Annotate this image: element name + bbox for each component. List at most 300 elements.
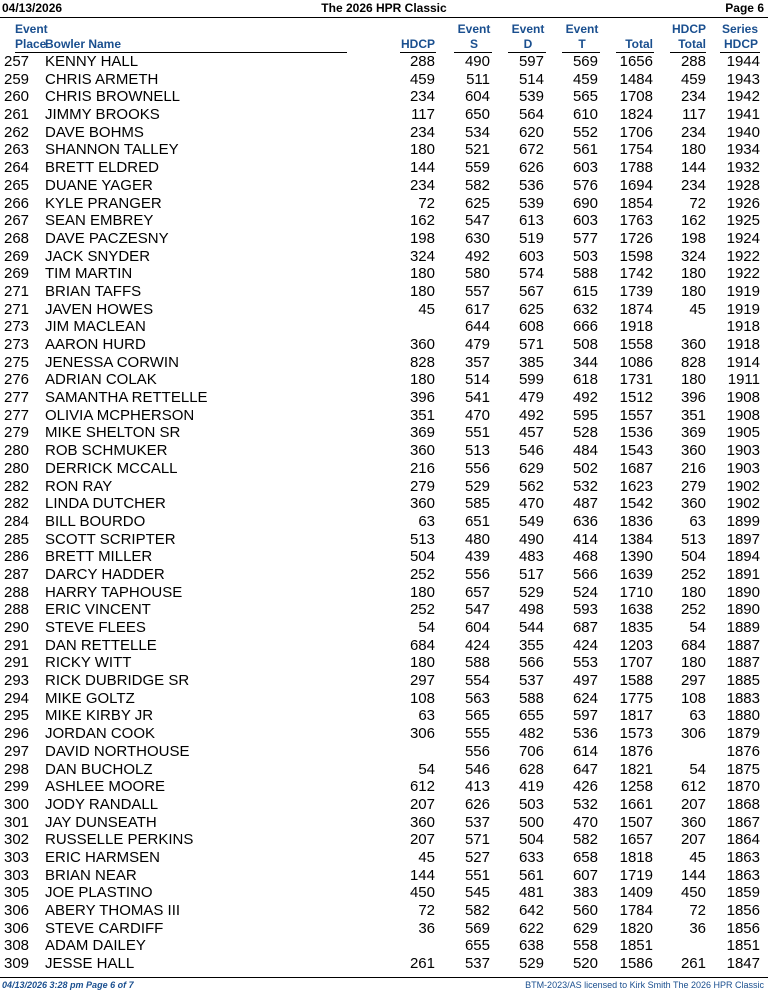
col-event-t-top: Event <box>565 22 599 36</box>
table-row <box>0 318 768 336</box>
cell-series-hdcp: 1867 <box>726 813 760 831</box>
col-event-s-top: Event <box>457 22 491 36</box>
cell-place: 293 <box>4 672 30 690</box>
cell-total: 1726 <box>619 229 653 247</box>
cell-place: 273 <box>4 318 30 336</box>
cell-bowler-name: BRIAN TAFFS <box>45 282 142 300</box>
cell-event-d: 622 <box>518 919 544 937</box>
cell-event-d: 482 <box>518 725 544 743</box>
cell-event-t: 690 <box>572 194 598 212</box>
cell-bowler-name: BRETT ELDRED <box>45 159 159 177</box>
cell-series-hdcp: 1851 <box>726 937 760 955</box>
cell-place: 285 <box>4 530 30 548</box>
cell-place: 269 <box>4 247 30 265</box>
cell-bowler-name: DAN BUCHOLZ <box>45 760 153 778</box>
cell-event-d: 536 <box>518 176 544 194</box>
cell-event-d: 567 <box>518 282 544 300</box>
cell-bowler-name: DAVID NORTHOUSE <box>45 742 190 760</box>
cell-hdcp-total: 360 <box>680 495 706 513</box>
cell-hdcp-total: 252 <box>680 601 706 619</box>
cell-event-d: 483 <box>518 548 544 566</box>
cell-series-hdcp: 1887 <box>726 654 760 672</box>
cell-event-d: 603 <box>518 247 544 265</box>
cell-event-t: 528 <box>572 424 598 442</box>
cell-place: 302 <box>4 831 30 849</box>
cell-series-hdcp: 1940 <box>726 123 760 141</box>
cell-hdcp-total: 162 <box>680 212 706 230</box>
cell-hdcp: 684 <box>409 636 435 654</box>
table-row <box>0 354 768 372</box>
cell-event-d: 503 <box>518 795 544 813</box>
cell-hdcp-total: 234 <box>680 88 706 106</box>
cell-place: 276 <box>4 371 30 389</box>
cell-event-d: 625 <box>518 300 544 318</box>
cell-event-t: 561 <box>572 141 598 159</box>
cell-event-t: 503 <box>572 247 598 265</box>
cell-event-d: 517 <box>518 565 544 583</box>
table-row <box>0 336 768 354</box>
cell-hdcp: 306 <box>409 725 435 743</box>
cell-place: 277 <box>4 406 30 424</box>
cell-series-hdcp: 1899 <box>726 512 760 530</box>
table-row <box>0 301 768 319</box>
cell-place: 295 <box>4 707 30 725</box>
cell-hdcp-total: 684 <box>680 636 706 654</box>
cell-event-t: 424 <box>572 636 598 654</box>
cell-place: 291 <box>4 636 30 654</box>
cell-bowler-name: OLIVIA MCPHERSON <box>45 406 195 424</box>
cell-series-hdcp: 1870 <box>726 778 760 796</box>
cell-event-s: 537 <box>464 813 490 831</box>
cell-total: 1818 <box>619 848 653 866</box>
cell-series-hdcp: 1914 <box>726 353 760 371</box>
cell-total: 1507 <box>619 813 653 831</box>
cell-series-hdcp: 1919 <box>726 300 760 318</box>
cell-bowler-name: SCOTT SCRIPTER <box>45 530 176 548</box>
cell-bowler-name: ASHLEE MOORE <box>45 778 166 796</box>
cell-place: 269 <box>4 265 30 283</box>
cell-event-s: 626 <box>464 795 490 813</box>
cell-event-s: 556 <box>464 742 490 760</box>
cell-event-t: 576 <box>572 176 598 194</box>
cell-event-t: 532 <box>572 795 598 813</box>
cell-hdcp-total: 180 <box>680 141 706 159</box>
cell-bowler-name: DUANE YAGER <box>45 176 153 194</box>
cell-series-hdcp: 1905 <box>726 424 760 442</box>
table-row <box>0 937 768 955</box>
table-row <box>0 177 768 195</box>
cell-event-t: 560 <box>572 902 598 919</box>
cell-hdcp: 63 <box>418 707 435 725</box>
cell-event-d: 628 <box>518 760 544 778</box>
cell-hdcp-total: 261 <box>680 955 706 973</box>
cell-bowler-name: ADRIAN COLAK <box>45 371 157 389</box>
cell-event-d: 546 <box>518 442 544 460</box>
table-row <box>0 584 768 602</box>
cell-event-d: 633 <box>518 848 544 866</box>
standings-table <box>0 53 768 973</box>
cell-bowler-name: RICKY WITT <box>45 654 132 672</box>
cell-series-hdcp: 1926 <box>726 194 760 212</box>
cell-event-t: 497 <box>572 672 598 690</box>
cell-bowler-name: ROB SCHMUKER <box>45 442 168 460</box>
cell-event-t: 610 <box>572 106 598 124</box>
cell-place: 277 <box>4 389 30 407</box>
cell-total: 1708 <box>619 88 653 106</box>
table-row <box>0 141 768 159</box>
cell-hdcp: 180 <box>409 265 435 283</box>
cell-total: 1536 <box>619 424 653 442</box>
column-headers <box>0 22 768 52</box>
cell-place: 265 <box>4 176 30 194</box>
cell-event-s: 588 <box>464 654 490 672</box>
cell-place: 266 <box>4 194 30 212</box>
cell-hdcp: 180 <box>409 371 435 389</box>
cell-bowler-name: ERIC HARMSEN <box>45 848 161 866</box>
cell-bowler-name: JAVEN HOWES <box>45 300 154 318</box>
cell-place: 271 <box>4 282 30 300</box>
cell-event-t: 459 <box>572 70 598 88</box>
cell-event-s: 521 <box>464 141 490 159</box>
cell-bowler-name: RON RAY <box>45 477 113 495</box>
table-row <box>0 955 768 973</box>
cell-hdcp: 234 <box>409 176 435 194</box>
cell-event-t: 426 <box>572 778 598 796</box>
cell-event-t: 508 <box>572 336 598 353</box>
cell-hdcp: 144 <box>409 866 435 884</box>
cell-event-t: 414 <box>572 530 598 548</box>
cell-place: 300 <box>4 795 30 813</box>
cell-hdcp: 396 <box>409 389 435 407</box>
cell-event-s: 655 <box>464 937 490 955</box>
cell-hdcp-total: 63 <box>689 707 706 725</box>
cell-place: 291 <box>4 654 30 672</box>
cell-event-t: 492 <box>572 389 598 407</box>
table-row <box>0 867 768 885</box>
cell-event-d: 355 <box>518 636 544 654</box>
cell-event-d: 519 <box>518 229 544 247</box>
cell-total: 1820 <box>619 919 653 937</box>
cell-series-hdcp: 1891 <box>726 565 760 583</box>
cell-hdcp-total: 144 <box>680 159 706 177</box>
cell-event-s: 545 <box>464 884 490 902</box>
cell-bowler-name: SAMANTHA RETTELLE <box>45 389 208 407</box>
cell-event-t: 632 <box>572 300 598 318</box>
cell-event-d: 638 <box>518 937 544 955</box>
cell-bowler-name: HARRY TAPHOUSE <box>45 583 183 601</box>
cell-event-s: 529 <box>464 477 490 495</box>
cell-event-s: 527 <box>464 848 490 866</box>
cell-series-hdcp: 1902 <box>726 477 760 495</box>
cell-series-hdcp: 1887 <box>726 636 760 654</box>
cell-event-d: 537 <box>518 672 544 690</box>
report-title: The 2026 HPR Classic <box>321 1 447 15</box>
cell-hdcp: 279 <box>409 477 435 495</box>
cell-total: 1821 <box>619 760 653 778</box>
cell-event-s: 537 <box>464 955 490 973</box>
cell-bowler-name: DAVE BOHMS <box>45 123 144 141</box>
table-row <box>0 796 768 814</box>
cell-event-d: 385 <box>518 353 544 371</box>
cell-event-t: 636 <box>572 512 598 530</box>
cell-event-s: 541 <box>464 389 490 407</box>
cell-hdcp-total: 288 <box>680 53 706 70</box>
table-row <box>0 761 768 779</box>
table-row <box>0 601 768 619</box>
cell-place: 299 <box>4 778 30 796</box>
cell-place: 298 <box>4 760 30 778</box>
cell-total: 1390 <box>619 548 653 566</box>
table-row <box>0 902 768 920</box>
cell-hdcp-total: 72 <box>689 194 706 212</box>
cell-hdcp: 180 <box>409 141 435 159</box>
table-row <box>0 566 768 584</box>
cell-event-d: 549 <box>518 512 544 530</box>
cell-series-hdcp: 1863 <box>726 866 760 884</box>
footer-timestamp: 04/13/2026 3:28 pm Page 6 of 7 <box>2 980 134 990</box>
cell-series-hdcp: 1897 <box>726 530 760 548</box>
cell-hdcp: 252 <box>409 565 435 583</box>
cell-event-s: 551 <box>464 424 490 442</box>
cell-place: 280 <box>4 442 30 460</box>
cell-event-s: 651 <box>464 512 490 530</box>
cell-place: 296 <box>4 725 30 743</box>
cell-event-t: 383 <box>572 884 598 902</box>
cell-event-d: 613 <box>518 212 544 230</box>
cell-total: 1707 <box>619 654 653 672</box>
cell-event-s: 479 <box>464 336 490 353</box>
footer-license: BTM-2023/AS licensed to Kirk Smith The 2026 HPR Classic <box>525 980 764 990</box>
cell-total: 1542 <box>619 495 653 513</box>
cell-total: 1706 <box>619 123 653 141</box>
cell-hdcp: 513 <box>409 530 435 548</box>
cell-total: 1409 <box>619 884 653 902</box>
cell-event-t: 484 <box>572 442 598 460</box>
cell-place: 271 <box>4 300 30 318</box>
cell-place: 308 <box>4 937 30 955</box>
cell-event-s: 551 <box>464 866 490 884</box>
cell-series-hdcp: 1856 <box>726 902 760 919</box>
col-hdcp-total-bottom: Total <box>678 37 706 51</box>
cell-hdcp-total: 459 <box>680 70 706 88</box>
cell-event-t: 536 <box>572 725 598 743</box>
cell-series-hdcp: 1919 <box>726 282 760 300</box>
cell-event-d: 629 <box>518 459 544 477</box>
cell-total: 1742 <box>619 265 653 283</box>
cell-total: 1557 <box>619 406 653 424</box>
cell-hdcp-total: 54 <box>689 760 706 778</box>
cell-total: 1719 <box>619 866 653 884</box>
table-row <box>0 849 768 867</box>
cell-total: 1775 <box>619 689 653 707</box>
cell-hdcp-total: 180 <box>680 265 706 283</box>
cell-hdcp-total: 279 <box>680 477 706 495</box>
cell-place: 257 <box>4 53 30 70</box>
cell-total: 1763 <box>619 212 653 230</box>
cell-hdcp: 36 <box>418 919 435 937</box>
cell-series-hdcp: 1856 <box>726 919 760 937</box>
cell-series-hdcp: 1894 <box>726 548 760 566</box>
cell-event-t: 603 <box>572 212 598 230</box>
cell-bowler-name: ADAM DAILEY <box>45 937 146 955</box>
cell-hdcp-total: 45 <box>689 300 706 318</box>
cell-event-d: 529 <box>518 955 544 973</box>
cell-series-hdcp: 1868 <box>726 795 760 813</box>
cell-hdcp: 180 <box>409 583 435 601</box>
cell-hdcp: 180 <box>409 654 435 672</box>
cell-place: 282 <box>4 495 30 513</box>
cell-event-s: 511 <box>466 70 490 88</box>
cell-bowler-name: ERIC VINCENT <box>45 601 151 619</box>
table-row <box>0 831 768 849</box>
report-header <box>0 0 768 18</box>
cell-series-hdcp: 1922 <box>726 265 760 283</box>
table-row <box>0 407 768 425</box>
cell-event-t: 553 <box>572 654 598 672</box>
cell-hdcp: 108 <box>409 689 435 707</box>
cell-place: 305 <box>4 884 30 902</box>
cell-bowler-name: JAY DUNSEATH <box>45 813 157 831</box>
cell-bowler-name: SEAN EMBREY <box>45 212 154 230</box>
cell-event-s: 513 <box>464 442 490 460</box>
cell-series-hdcp: 1908 <box>726 389 760 407</box>
table-row <box>0 548 768 566</box>
cell-hdcp-total: 54 <box>689 619 706 636</box>
cell-event-s: 657 <box>464 583 490 601</box>
cell-bowler-name: JOE PLASTINO <box>45 884 153 902</box>
cell-total: 1739 <box>619 282 653 300</box>
cell-hdcp-total: 234 <box>680 176 706 194</box>
cell-hdcp-total: 297 <box>680 672 706 690</box>
cell-event-t: 532 <box>572 477 598 495</box>
cell-hdcp: 45 <box>418 848 435 866</box>
cell-series-hdcp: 1890 <box>726 583 760 601</box>
cell-hdcp-total: 198 <box>680 229 706 247</box>
cell-bowler-name: TIM MARTIN <box>45 265 133 283</box>
cell-event-t: 618 <box>572 371 598 389</box>
cell-hdcp-total: 216 <box>680 459 706 477</box>
table-row <box>0 106 768 124</box>
cell-event-s: 555 <box>464 725 490 743</box>
cell-series-hdcp: 1889 <box>726 619 760 636</box>
cell-place: 268 <box>4 229 30 247</box>
cell-total: 1588 <box>619 672 653 690</box>
cell-place: 280 <box>4 459 30 477</box>
cell-event-d: 481 <box>518 884 544 902</box>
cell-hdcp: 45 <box>418 300 435 318</box>
cell-hdcp-total: 612 <box>680 778 706 796</box>
cell-event-t: 614 <box>572 742 598 760</box>
cell-hdcp: 63 <box>418 512 435 530</box>
cell-series-hdcp: 1924 <box>726 229 760 247</box>
cell-event-d: 588 <box>518 689 544 707</box>
table-row <box>0 778 768 796</box>
cell-hdcp-total: 252 <box>680 565 706 583</box>
cell-series-hdcp: 1908 <box>726 406 760 424</box>
cell-series-hdcp: 1941 <box>726 106 760 124</box>
cell-event-s: 582 <box>464 902 490 919</box>
cell-event-t: 524 <box>572 583 598 601</box>
cell-total: 1638 <box>619 601 653 619</box>
cell-hdcp: 360 <box>409 336 435 353</box>
cell-bowler-name: JODY RANDALL <box>45 795 159 813</box>
cell-hdcp: 162 <box>409 212 435 230</box>
cell-series-hdcp: 1942 <box>726 88 760 106</box>
cell-total: 1784 <box>619 902 653 919</box>
cell-event-t: 520 <box>572 955 598 973</box>
table-row <box>0 884 768 902</box>
cell-hdcp: 288 <box>409 53 435 70</box>
col-name: Bowler Name <box>45 37 122 51</box>
cell-event-d: 571 <box>518 336 544 353</box>
cell-event-s: 357 <box>464 353 490 371</box>
cell-hdcp-total: 180 <box>680 371 706 389</box>
cell-place: 275 <box>4 353 30 371</box>
cell-series-hdcp: 1944 <box>726 53 760 70</box>
cell-bowler-name: JESSE HALL <box>45 955 135 973</box>
cell-hdcp-total: 180 <box>680 282 706 300</box>
cell-bowler-name: KYLE PRANGER <box>45 194 162 212</box>
report-date: 04/13/2026 <box>2 1 63 15</box>
cell-hdcp: 828 <box>409 353 435 371</box>
cell-hdcp: 261 <box>409 955 435 973</box>
cell-event-d: 574 <box>518 265 544 283</box>
cell-series-hdcp: 1864 <box>726 831 760 849</box>
cell-series-hdcp: 1875 <box>726 760 760 778</box>
cell-event-s: 563 <box>464 689 490 707</box>
cell-series-hdcp: 1911 <box>727 371 760 389</box>
cell-bowler-name: DAN RETTELLE <box>45 636 157 654</box>
cell-hdcp-total: 117 <box>682 106 706 124</box>
cell-event-t: 566 <box>572 565 598 583</box>
cell-total: 1203 <box>619 636 653 654</box>
cell-hdcp: 144 <box>409 159 435 177</box>
cell-event-t: 558 <box>572 937 598 955</box>
cell-hdcp-total: 396 <box>680 389 706 407</box>
cell-event-s: 490 <box>464 53 490 70</box>
cell-total: 1384 <box>619 530 653 548</box>
cell-series-hdcp: 1876 <box>726 742 760 760</box>
cell-event-d: 655 <box>518 707 544 725</box>
cell-bowler-name: STEVE FLEES <box>45 619 146 636</box>
cell-hdcp-total: 180 <box>680 654 706 672</box>
cell-series-hdcp: 1928 <box>726 176 760 194</box>
cell-series-hdcp: 1943 <box>726 70 760 88</box>
cell-hdcp-total: 360 <box>680 442 706 460</box>
table-row <box>0 248 768 266</box>
cell-hdcp: 54 <box>418 619 435 636</box>
cell-place: 309 <box>4 955 30 973</box>
col-series-bottom: HDCP <box>723 37 758 51</box>
cell-bowler-name: DERRICK MCCALL <box>45 459 178 477</box>
col-series-top: Series <box>721 22 758 36</box>
cell-event-d: 626 <box>518 159 544 177</box>
cell-event-d: 498 <box>518 601 544 619</box>
cell-series-hdcp: 1880 <box>726 707 760 725</box>
cell-event-d: 620 <box>518 123 544 141</box>
table-row <box>0 920 768 938</box>
cell-place: 262 <box>4 123 30 141</box>
cell-total: 1512 <box>619 389 653 407</box>
cell-total: 1731 <box>619 371 653 389</box>
cell-event-d: 608 <box>518 318 544 336</box>
cell-event-s: 547 <box>464 212 490 230</box>
cell-total: 1754 <box>619 141 653 159</box>
cell-hdcp: 450 <box>409 884 435 902</box>
cell-event-s: 617 <box>464 300 490 318</box>
cell-bowler-name: AARON HURD <box>45 336 146 353</box>
cell-event-t: 593 <box>572 601 598 619</box>
